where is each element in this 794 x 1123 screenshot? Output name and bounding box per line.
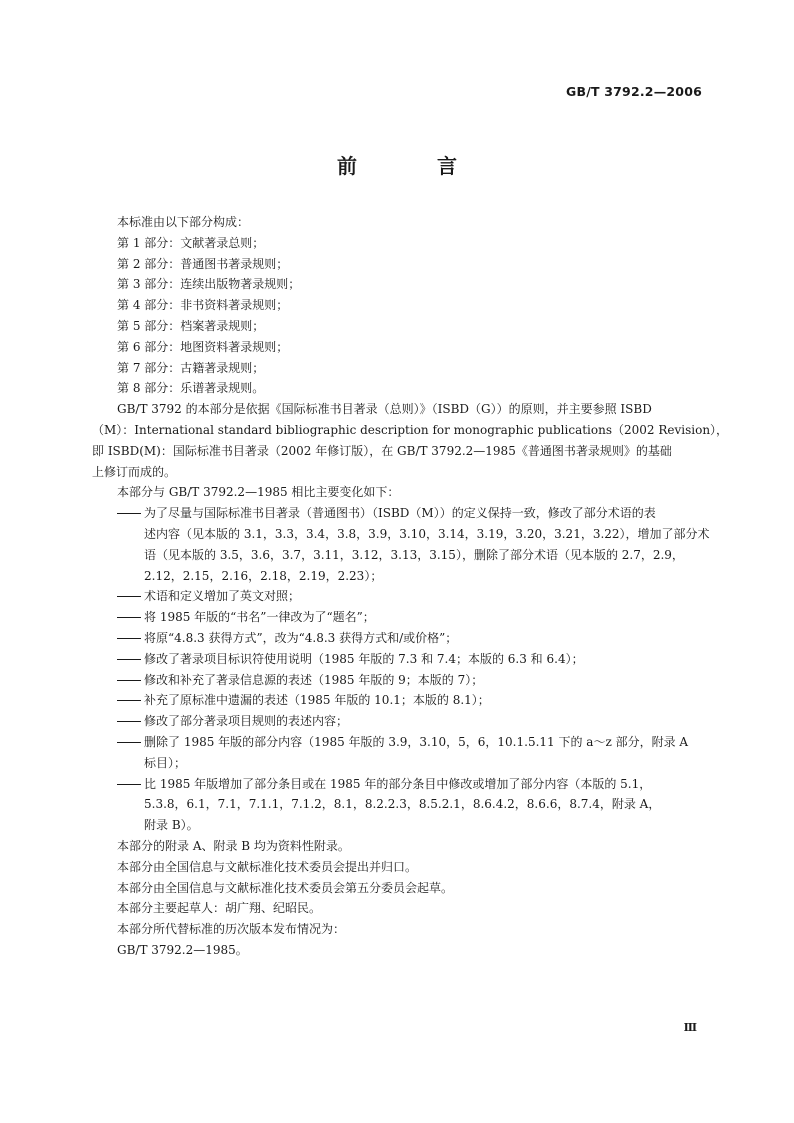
change-item-line: 2.12，2.15，2.16，2.18，2.19，2.23）； bbox=[144, 568, 383, 583]
change-item-line: 补充了原标准中遗漏的表述（1985 年版的 10.1；本版的 8.1）； bbox=[144, 693, 490, 708]
page-number: Ⅲ bbox=[683, 1021, 697, 1034]
structure-line: 第 3 部分：连续出版物著录规则； bbox=[117, 277, 301, 292]
change-item-line: 删除了 1985 年版的部分内容（1985 年版的 3.9，3.10，5，6，10.1.5.11 下的 a～z 部分，附录 A bbox=[144, 734, 689, 749]
basis-line: 上修订而成的。 bbox=[92, 464, 177, 479]
structure-line: 第 2 部分：普通图书著录规则； bbox=[117, 256, 289, 271]
change-item-line: 述内容（见本版的 3.1，3.3，3.4，3.8，3.9，3.10，3.14，3.19，3.20，3.21，3.22），增加了部分术 bbox=[144, 526, 710, 541]
change-item-line: 将 1985 年版的“书名”一律改为了“题名”； bbox=[144, 610, 375, 625]
change-item bbox=[117, 503, 710, 586]
structure-line: 第 1 部分：文献著录总则； bbox=[117, 235, 265, 250]
change-item-line: 附录 B）。 bbox=[144, 818, 199, 833]
basis-paragraph bbox=[92, 399, 729, 482]
change-item bbox=[117, 711, 705, 732]
change-item bbox=[117, 774, 705, 836]
change-item-line: 比 1985 年版增加了部分条目或在 1985 年的部分条目中修改或增加了部分内容（本版的 5.1， bbox=[144, 776, 652, 791]
closing-line: 本部分由全国信息与文献标准化技术委员会第五分委员会起草。 bbox=[117, 880, 454, 895]
change-item-line: 为了尽量与国际标准书目著录（普通图书）（ISBD（M））的定义保持一致，修改了部分术语的表 bbox=[144, 506, 656, 521]
structure-line: 本标准由以下部分构成： bbox=[117, 215, 250, 229]
change-item-line: 5.3.8，6.1，7.1，7.1.1，7.1.2，8.1，8.2.2.3，8.5.2.1，8.6.4.2，8.6.6，8.7.4，附录 A， bbox=[144, 797, 661, 812]
closing-line: 本部分所代替标准的历次版本发布情况为： bbox=[117, 922, 346, 937]
closing-lines bbox=[117, 836, 705, 961]
basis-line: （M）：International standard bibliographic description for monographic publications（2002 Revision）， bbox=[92, 422, 729, 437]
changes-intro: 本部分与 GB/T 3792.2—1985 相比主要变化如下： bbox=[117, 485, 400, 500]
basis-line: GB/T 3792 的本部分是依据《国际标准书目著录（总则）》（ISBD（G））的原则，并主要参照 ISBD bbox=[117, 402, 652, 417]
structure-line: 第 8 部分：乐谱著录规则。 bbox=[117, 381, 265, 396]
closing-line: 本部分由全国信息与文献标准化技术委员会提出并归口。 bbox=[117, 859, 418, 874]
structure-line: 第 6 部分：地图资料著录规则； bbox=[117, 339, 289, 354]
change-item bbox=[117, 649, 705, 670]
change-item-line: 语（见本版的 3.5，3.6，3.7，3.11，3.12，3.13，3.15），删除了部分术语（见本版的 2.7，2.9， bbox=[144, 547, 684, 562]
structure-list bbox=[117, 212, 705, 399]
change-item bbox=[117, 586, 705, 607]
change-item-line: 标目）； bbox=[144, 755, 187, 770]
change-item-line: 将原“4.8.3 获得方式”，改为“4.8.3 获得方式和/或价格”； bbox=[144, 630, 458, 645]
change-item-line: 修改了部分著录项目规则的表述内容； bbox=[144, 714, 349, 729]
changes-list bbox=[117, 503, 710, 836]
standard-code: GB/T 3792.2—2006 bbox=[566, 84, 702, 99]
change-item bbox=[117, 690, 705, 711]
change-item-line: 修改和补充了著录信息源的表述（1985 年版的 9；本版的 7）； bbox=[144, 672, 484, 687]
change-item bbox=[117, 732, 705, 774]
structure-line: 第 5 部分：档案著录规则； bbox=[117, 318, 265, 333]
basis-line: 即 ISBD(M)：国际标准书目著录（2002 年修订版），在 GB/T 3792.2—1985《普通图书著录规则》的基础 bbox=[92, 443, 672, 458]
page-title: 前 言 bbox=[337, 154, 487, 178]
structure-line: 第 7 部分：古籍著录规则； bbox=[117, 360, 265, 375]
change-item-line: 术语和定义增加了英文对照； bbox=[144, 589, 301, 604]
change-item bbox=[117, 628, 705, 649]
change-item bbox=[117, 670, 705, 691]
change-item-line: 修改了著录项目标识符使用说明（1985 年版的 7.3 和 7.4；本版的 6.3 和 6.4）； bbox=[144, 651, 584, 666]
closing-line: GB/T 3792.2—1985。 bbox=[117, 942, 248, 957]
closing-line: 本部分主要起草人：胡广翔、纪昭民。 bbox=[117, 901, 322, 916]
closing-line: 本部分的附录 A、附录 B 均为资料性附录。 bbox=[117, 838, 350, 853]
structure-line: 第 4 部分：非书资料著录规则； bbox=[117, 298, 289, 313]
change-item bbox=[117, 607, 705, 628]
document-body bbox=[92, 212, 729, 961]
